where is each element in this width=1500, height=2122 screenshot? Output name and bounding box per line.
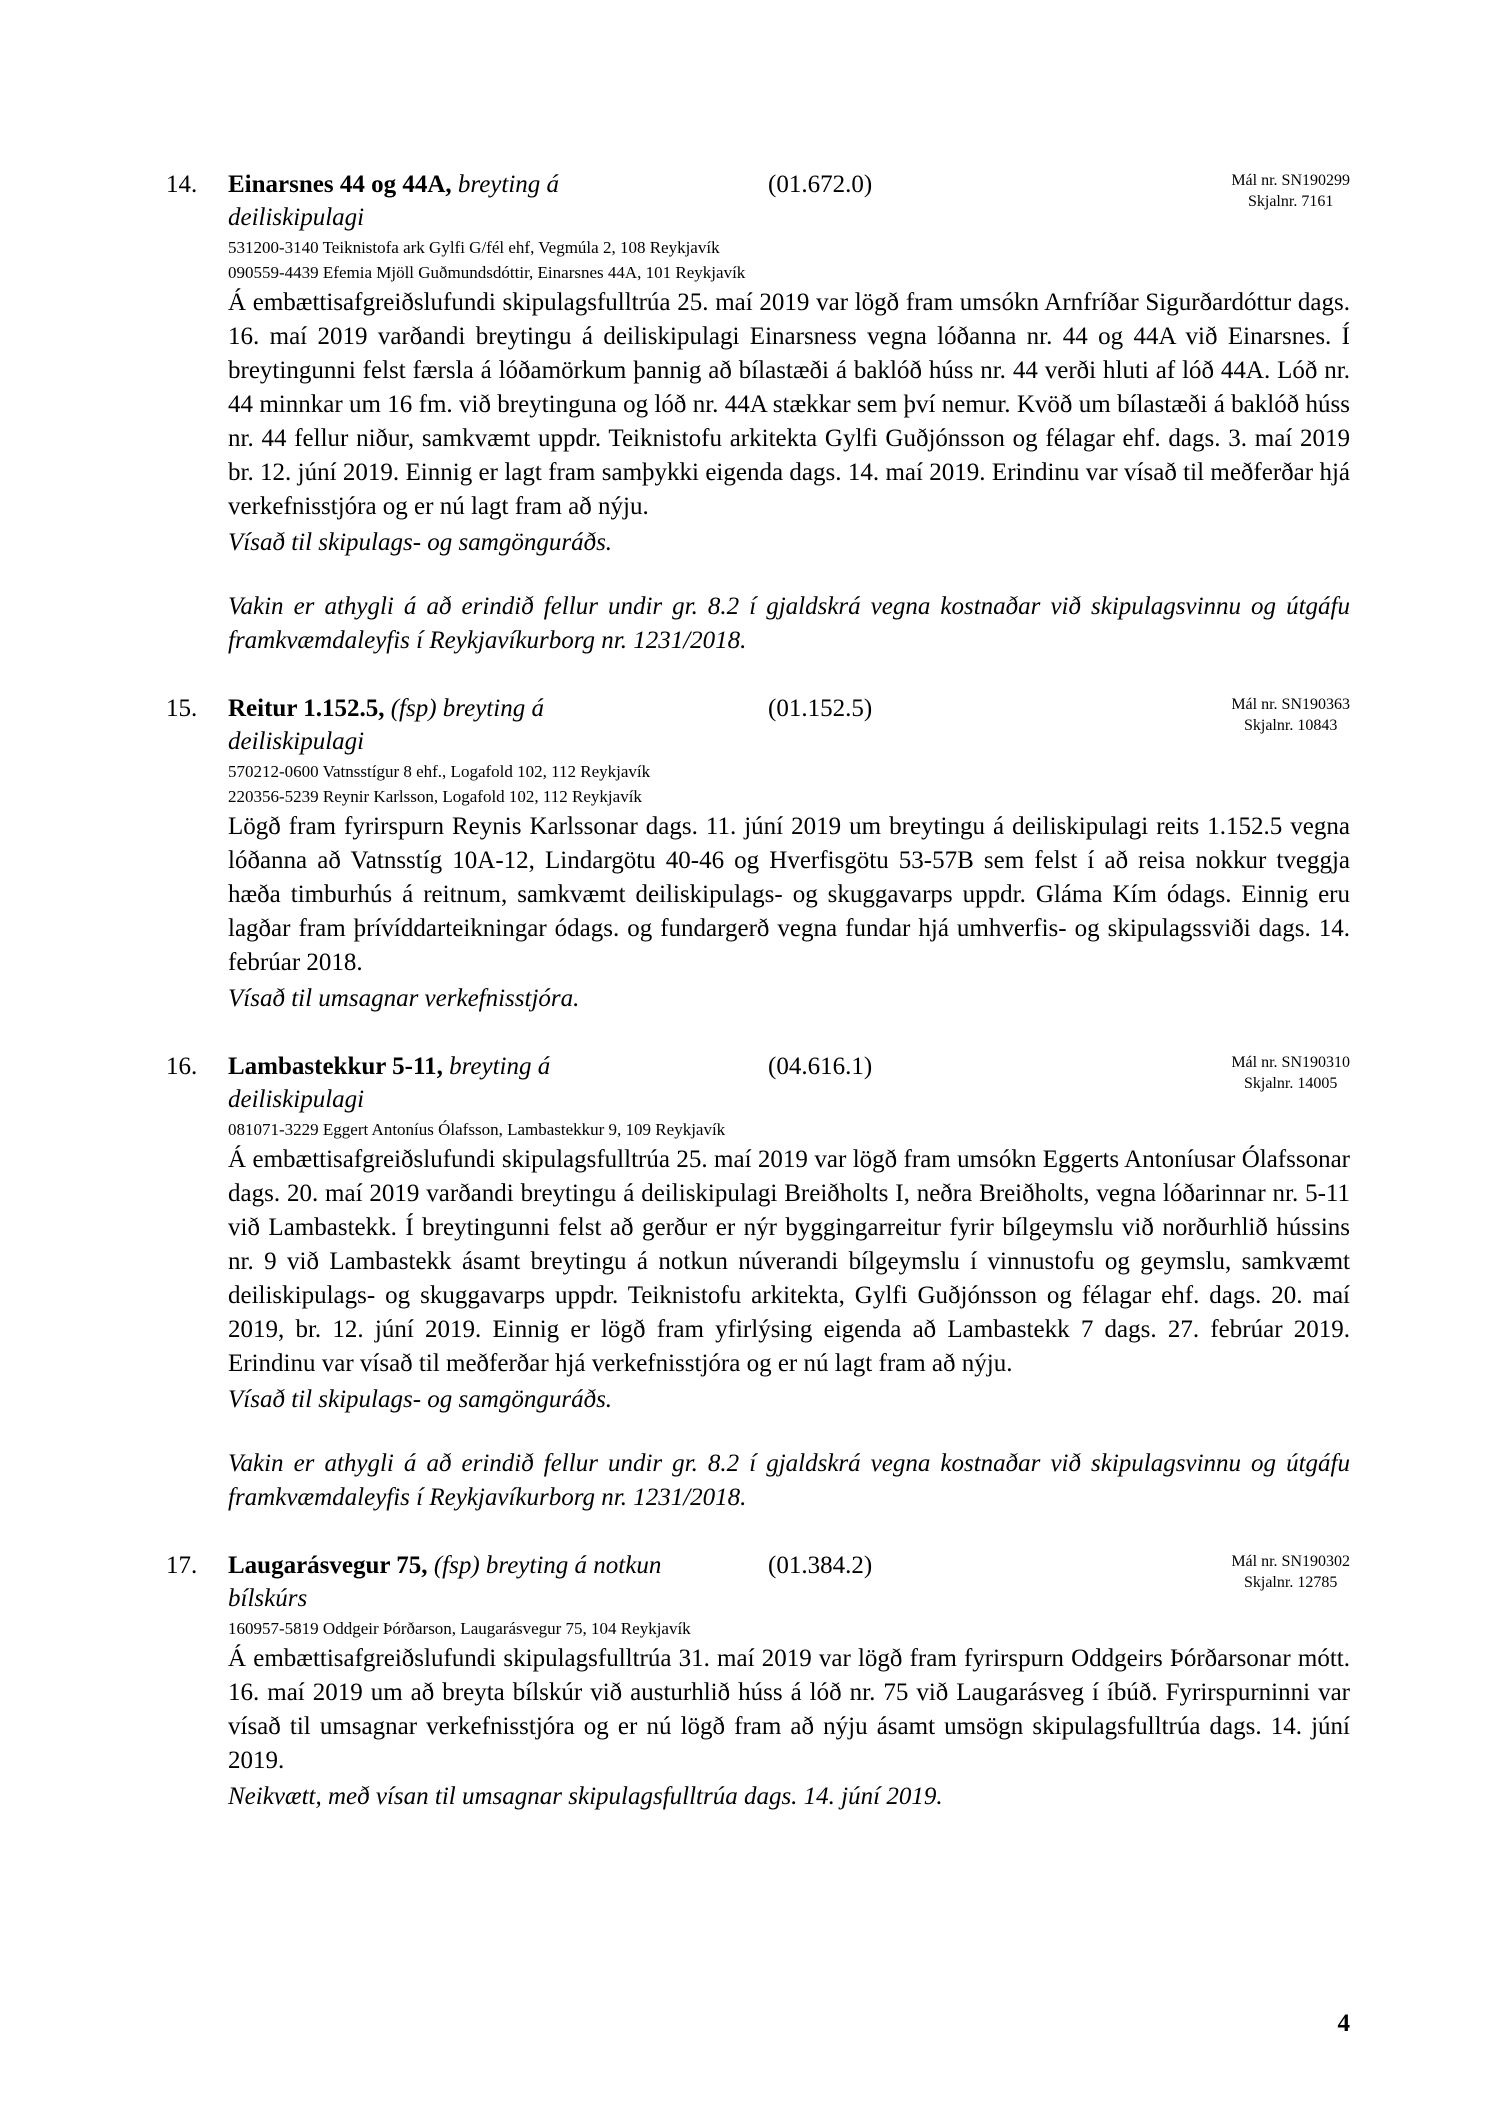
item-code: (01.672.0) (768, 171, 873, 198)
agenda-item (166, 168, 1350, 658)
item-title: Laugarásvegur 75, (228, 1552, 428, 1579)
page-number: 4 (1337, 2010, 1350, 2037)
item-note: Vakin er athygli á að erindið fellur undir gr. 8.2 í gjaldskrá vegna kostnaðar við skipulagsvinnu og útgáfu framkvæmdaleyfis í Reykjavíkurborg nr. 1231/2018. (228, 593, 1350, 654)
agenda-item (166, 692, 1350, 1016)
item-title-line (228, 1549, 1350, 1583)
agenda-item (166, 1050, 1350, 1515)
item-code: (01.384.2) (768, 1552, 873, 1579)
item-meta (1231, 170, 1350, 212)
item-body: Á embættisafgreiðslufundi skipulagsfulltrúa 25. maí 2019 var lögð fram umsókn Arnfríðar Sigurðardóttur dags. 16. maí 2019 varðandi breytingu á deiliskipulagi Einarsness vegna lóðanna nr. 44 og 44A við Einarsnes. Í breytingunni felst færsla á lóðamörkum þannig að bílastæði á baklóð húss nr. 44 verði hluti af lóð 44A. Lóð nr. 44 minnkar um 16 fm. við breytinguna og lóð nr. 44A stækkar sem því nemur. Kvöð um bílastæði á baklóð húss nr. 44 fellur niður, samkvæmt uppdr. Teiknistofu arkitekta Gylfi Guðjónsson og félagar ehf. dags. 3. maí 2019 br. 12. júní 2019. Einnig er lagt fram samþykki eigenda dags. 14. maí 2019. Erindinu var vísað til meðferðar hjá verkefnisstjóra og er nú lagt fram að nýju. (228, 289, 1350, 520)
item-code: (01.152.5) (768, 695, 873, 722)
item-title-qualifier: (fsp) breyting á notkun (427, 1552, 662, 1579)
item-decision: Vísað til skipulags- og samgönguráðs. (228, 529, 613, 556)
item-number: 17. (166, 1552, 198, 1579)
party-line: 570212-0600 Vatnsstígur 8 ehf., Logafold 102, 112 Reykjavík (228, 762, 651, 781)
item-meta (1231, 1551, 1350, 1593)
item-title-line (228, 1050, 1350, 1084)
agenda-item-header (166, 168, 1350, 234)
item-title-qualifier: (fsp) breyting á (384, 695, 544, 722)
item-subtitle: deiliskipulagi (228, 204, 365, 231)
agenda-item-header (166, 692, 1350, 758)
document-number: Skjalnr. 10843 (1243, 717, 1338, 734)
case-number: Mál nr. SN190302 (1231, 1553, 1350, 1570)
agenda-item-header (166, 1050, 1350, 1116)
document-number: Skjalnr. 14005 (1243, 1075, 1338, 1092)
item-body: Á embættisafgreiðslufundi skipulagsfulltrúa 31. maí 2019 var lögð fram fyrirspurn Oddgeirs Þórðarsonar mótt. 16. maí 2019 um að breyta bílskúr við austurhlið húss á lóð nr. 75 við Laugarásveg í íbúð. Fyrirspurninni var vísað til umsagnar verkefnisstjóra og er nú lögð fram að nýju ásamt umsögn skipulagsfulltrúa dags. 14. júní 2019. (228, 1645, 1350, 1774)
item-meta (1231, 694, 1350, 736)
agenda-item (166, 1549, 1350, 1814)
case-number: Mál nr. SN190299 (1231, 172, 1350, 189)
item-number: 15. (166, 695, 198, 722)
item-meta (1231, 1052, 1350, 1094)
document-number: Skjalnr. 7161 (1247, 193, 1334, 210)
item-title-line (228, 168, 1350, 202)
item-subtitle: bílskúrs (228, 1585, 308, 1612)
item-note: Vakin er athygli á að erindið fellur undir gr. 8.2 í gjaldskrá vegna kostnaðar við skipulagsvinnu og útgáfu framkvæmdaleyfis í Reykjavíkurborg nr. 1231/2018. (228, 1450, 1350, 1511)
party-line: 160957-5819 Oddgeir Þórðarson, Laugarásvegur 75, 104 Reykjavík (228, 1619, 691, 1638)
item-decision: Vísað til umsagnar verkefnisstjóra. (228, 985, 580, 1012)
item-decision: Neikvætt, með vísan til umsagnar skipulagsfulltrúa dags. 14. júní 2019. (228, 1783, 943, 1810)
document-number: Skjalnr. 12785 (1243, 1574, 1338, 1591)
party-line: 090559-4439 Efemia Mjöll Guðmundsdóttir, Einarsnes 44A, 101 Reykjavík (228, 263, 746, 282)
party-line: 220356-5239 Reynir Karlsson, Logafold 102, 112 Reykjavík (228, 787, 642, 806)
item-subtitle: deiliskipulagi (228, 728, 365, 755)
agenda-item-header (166, 1549, 1350, 1615)
item-title: Lambastekkur 5-11, (228, 1053, 443, 1080)
party-line: 081071-3229 Eggert Antoníus Ólafsson, Lambastekkur 9, 109 Reykjavík (228, 1120, 726, 1139)
item-number: 14. (166, 171, 198, 198)
item-title-line (228, 692, 1350, 726)
item-decision: Vísað til skipulags- og samgönguráðs. (228, 1386, 613, 1413)
case-number: Mál nr. SN190310 (1231, 1054, 1350, 1071)
case-number: Mál nr. SN190363 (1231, 696, 1350, 713)
item-title: Einarsnes 44 og 44A, (228, 171, 452, 198)
item-subtitle: deiliskipulagi (228, 1086, 365, 1113)
item-number: 16. (166, 1053, 198, 1080)
party-line: 531200-3140 Teiknistofa ark Gylfi G/fél ehf, Vegmúla 2, 108 Reykjavík (228, 238, 720, 257)
item-title: Reitur 1.152.5, (228, 695, 385, 722)
item-code: (04.616.1) (768, 1053, 873, 1080)
item-title-qualifier: breyting á (442, 1053, 551, 1080)
item-body: Á embættisafgreiðslufundi skipulagsfulltrúa 25. maí 2019 var lögð fram umsókn Eggerts Antoníusar Ólafssonar dags. 20. maí 2019 varðandi breytingu á deiliskipulagi Breiðholts I, neðra Breiðholts, vegna lóðarinnar nr. 5-11 við Lambastekk. Í breytingunni felst að gerður er nýr byggingarreitur fyrir bílgeymslu við norðurhlið hússins nr. 9 við Lambastekk ásamt breytingu á notkun núverandi bílgeymslu í vinnustofu og geymslu, samkvæmt deiliskipulags- og skuggavarps uppdr. Teiknistofu arkitekta, Gylfi Guðjónsson og félagar ehf. dags. 20. maí 2019, br. 12. júní 2019. Einnig er lögð fram yfirlýsing eigenda að Lambastekk 7 dags. 27. febrúar 2019. Erindinu var vísað til meðferðar hjá verkefnisstjóra og er nú lagt fram að nýju. (228, 1146, 1350, 1377)
item-body: Lögð fram fyrirspurn Reynis Karlssonar dags. 11. júní 2019 um breytingu á deiliskipulagi reits 1.152.5 vegna lóðanna að Vatnsstíg 10A-12, Lindargötu 40-46 og Hverfisgötu 53-57B sem felst í að reisa nokkur tveggja hæða timburhús á reitnum, samkvæmt deiliskipulags- og skuggavarps uppdr. Gláma Kím ódags. Einnig eru lagðar fram þrívíddarteikningar ódags. og fundargerð vegna fundar hjá umhverfis- og skipulagssviði dags. 14. febrúar 2018. (228, 813, 1350, 976)
item-title-qualifier: breyting á (451, 171, 560, 198)
